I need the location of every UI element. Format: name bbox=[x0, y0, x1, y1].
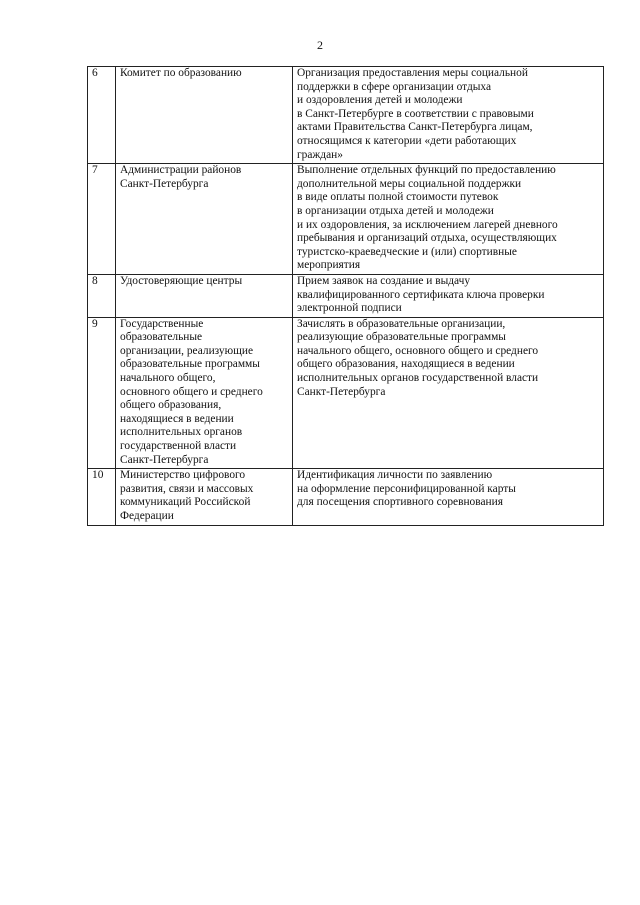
function-line: Прием заявок на создание и выдачу bbox=[297, 274, 471, 287]
row-number-cell: 6 bbox=[88, 67, 116, 164]
organization-line: Удостоверяющие центры bbox=[120, 274, 243, 287]
organization-line: исполнительных органов bbox=[120, 426, 243, 439]
table-row bbox=[88, 164, 604, 275]
function-line: мероприятия bbox=[297, 259, 361, 272]
responsibility-table bbox=[87, 66, 604, 526]
function-line: Выполнение отдельных функций по предоставлению bbox=[297, 164, 556, 177]
row-number-cell: 10 bbox=[88, 469, 116, 525]
function-line: Зачислять в образовательные организации, bbox=[297, 317, 506, 330]
organization-line: Государственные bbox=[120, 317, 204, 330]
page-number: 2 bbox=[317, 38, 323, 52]
function-line: исполнительных органов государственной власти bbox=[297, 372, 539, 385]
function-line: для посещения спортивного соревнования bbox=[297, 496, 503, 509]
function-line: Санкт-Петербурга bbox=[297, 385, 386, 398]
function-line: в виде оплаты полной стоимости путевок bbox=[297, 191, 499, 204]
function-line: в организации отдыха детей и молодежи bbox=[297, 204, 494, 217]
organization-line: Администрации районов bbox=[120, 164, 242, 177]
function-line: квалифицированного сертификата ключа проверки bbox=[297, 288, 545, 301]
organization-line: образовательные bbox=[120, 331, 203, 344]
organization-cell bbox=[116, 67, 293, 164]
organization-line: находящиеся в ведении bbox=[120, 412, 234, 425]
function-line: реализующие образовательные программы bbox=[297, 331, 506, 344]
row-number-cell: 8 bbox=[88, 274, 116, 317]
function-line: относящимся к категории «дети работающих bbox=[297, 134, 517, 147]
organization-line: коммуникаций Российской bbox=[120, 496, 251, 509]
function-line: и оздоровления детей и молодежи bbox=[297, 94, 463, 107]
organization-line: Санкт-Петербурга bbox=[120, 453, 209, 466]
table-body bbox=[88, 67, 604, 526]
organization-line: Федерации bbox=[120, 510, 174, 522]
function-line: актами Правительства Санкт-Петербурга лицам, bbox=[297, 121, 533, 134]
function-line: общего образования, находящиеся в ведении bbox=[297, 358, 515, 371]
organization-cell bbox=[116, 274, 293, 317]
table-row bbox=[88, 67, 604, 164]
function-line: на оформление персонифицированной карты bbox=[297, 482, 516, 495]
function-line: и их оздоровления, за исключением лагерей дневного bbox=[297, 218, 558, 231]
function-cell bbox=[293, 164, 604, 275]
function-line: поддержки в сфере организации отдыха bbox=[297, 80, 492, 93]
organization-line: общего образования, bbox=[120, 399, 222, 412]
organization-cell bbox=[116, 164, 293, 275]
function-line: дополнительной меры социальной поддержки bbox=[297, 177, 522, 190]
organization-line: государственной власти bbox=[120, 440, 237, 453]
function-line: электронной подписи bbox=[297, 302, 402, 315]
function-line: туристско-краеведческие и (или) спортивные bbox=[297, 245, 517, 258]
function-line: пребывания и организаций отдыха, осуществляющих bbox=[297, 232, 557, 245]
row-number-cell: 7 bbox=[88, 164, 116, 275]
table-row bbox=[88, 469, 604, 525]
table-row bbox=[88, 317, 604, 469]
function-cell bbox=[293, 469, 604, 525]
function-line: Идентификация личности по заявлению bbox=[297, 469, 493, 482]
organization-cell bbox=[116, 317, 293, 469]
organization-line: организации, реализующие bbox=[120, 344, 254, 357]
organization-line: Санкт-Петербурга bbox=[120, 177, 209, 190]
function-cell bbox=[293, 67, 604, 164]
table-row bbox=[88, 274, 604, 317]
function-line: начального общего, основного общего и среднего bbox=[297, 344, 539, 357]
organization-line: Комитет по образованию bbox=[120, 67, 242, 79]
organization-line: развития, связи и массовых bbox=[120, 482, 254, 495]
function-cell bbox=[293, 274, 604, 317]
function-cell bbox=[293, 317, 604, 469]
function-line: граждан» bbox=[297, 148, 343, 161]
function-line: в Санкт-Петербурге в соответствии с правовыми bbox=[297, 107, 534, 120]
organization-line: основного общего и среднего bbox=[120, 385, 263, 398]
organization-line: Министерство цифрового bbox=[120, 469, 246, 482]
organization-line: образовательные программы bbox=[120, 358, 260, 371]
row-number-cell: 9 bbox=[88, 317, 116, 469]
organization-cell bbox=[116, 469, 293, 525]
organization-line: начального общего, bbox=[120, 372, 216, 385]
function-line: Организация предоставления меры социальной bbox=[297, 67, 528, 79]
